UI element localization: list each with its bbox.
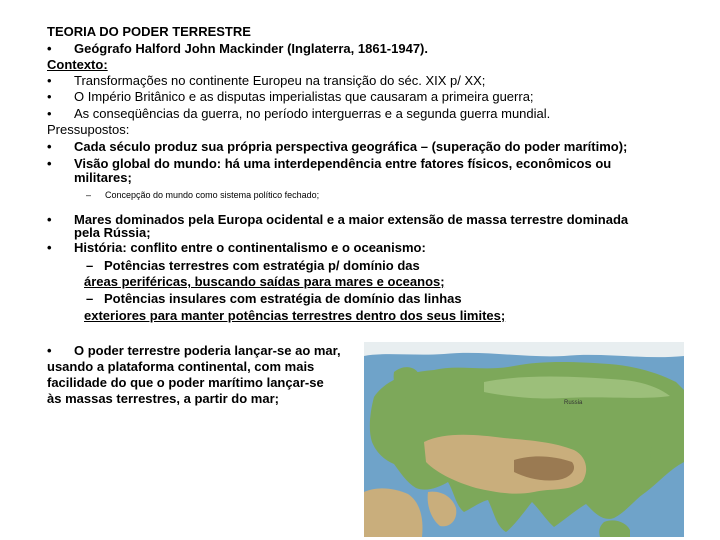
final-item-continued: às massas terrestres, a partir do mar; [47,391,279,406]
assumption-item-continued: militares; [74,170,132,185]
sea-powers-item-continued: exteriores para manter potências terrestres dentro dos seus limites; [84,308,506,323]
slide-title: TEORIA DO PODER TERRESTRE [47,24,251,39]
context-label: Contexto: [47,57,108,72]
map-label-russia: Russia [564,400,583,406]
geographer-text: Geógrafo Halford John Mackinder (Inglaterra, 1861-1947). [74,41,428,56]
slide: TEORIA DO PODER TERRESTRE • Geógrafo Halford John Mackinder (Inglaterra, 1861-1947). Contexto: • Transformações no continente Europeu na transição do séc. XIX p/ XX; • O Império Britânico e as disputas imperialistas que causaram a primeira guerra; • As conseqüências da guerra, no período interguerras e a segunda guerra mundial. Pressupostos: • Cada século produz sua própria perspectiva geográfica – (superação do poder marítimo); • Visão global do mundo: há uma interdependência entre fatores físicos, econômicos ou militares; – Concepção do mundo como sistema político fechado; • Mares dominados pela Europa ocidental e a maior extensão de massa terrestre dominada pela Rússia; • História: conflito entre o continentalismo e o oceanismo: – Potências terrestres com estratégia p/ domínio das áreas periféricas, buscando saídas para mares e oceanos; – Potências insulares com estratégia de domínio das linhas exteriores para manter potências terrestres dentro dos seus limites; • O poder terrestre poderia lançar-se ao mar, usando a plataforma continental, com mais facilidade do que o poder marítimo lançar-se às massas terrestres, a partir do mar; Russia [0,0,720,540]
final-item-continued: usando a plataforma continental, com mais [47,359,315,374]
assumptions-label: Pressupostos: [47,122,130,137]
eurasia-map-image [364,342,684,537]
seas-item-continued: pela Rússia; [74,225,151,240]
final-item-continued: facilidade do que o poder marítimo lançar-se [47,375,324,390]
land-powers-item-continued: áreas periféricas, buscando saídas para mares e oceanos; [84,274,445,289]
